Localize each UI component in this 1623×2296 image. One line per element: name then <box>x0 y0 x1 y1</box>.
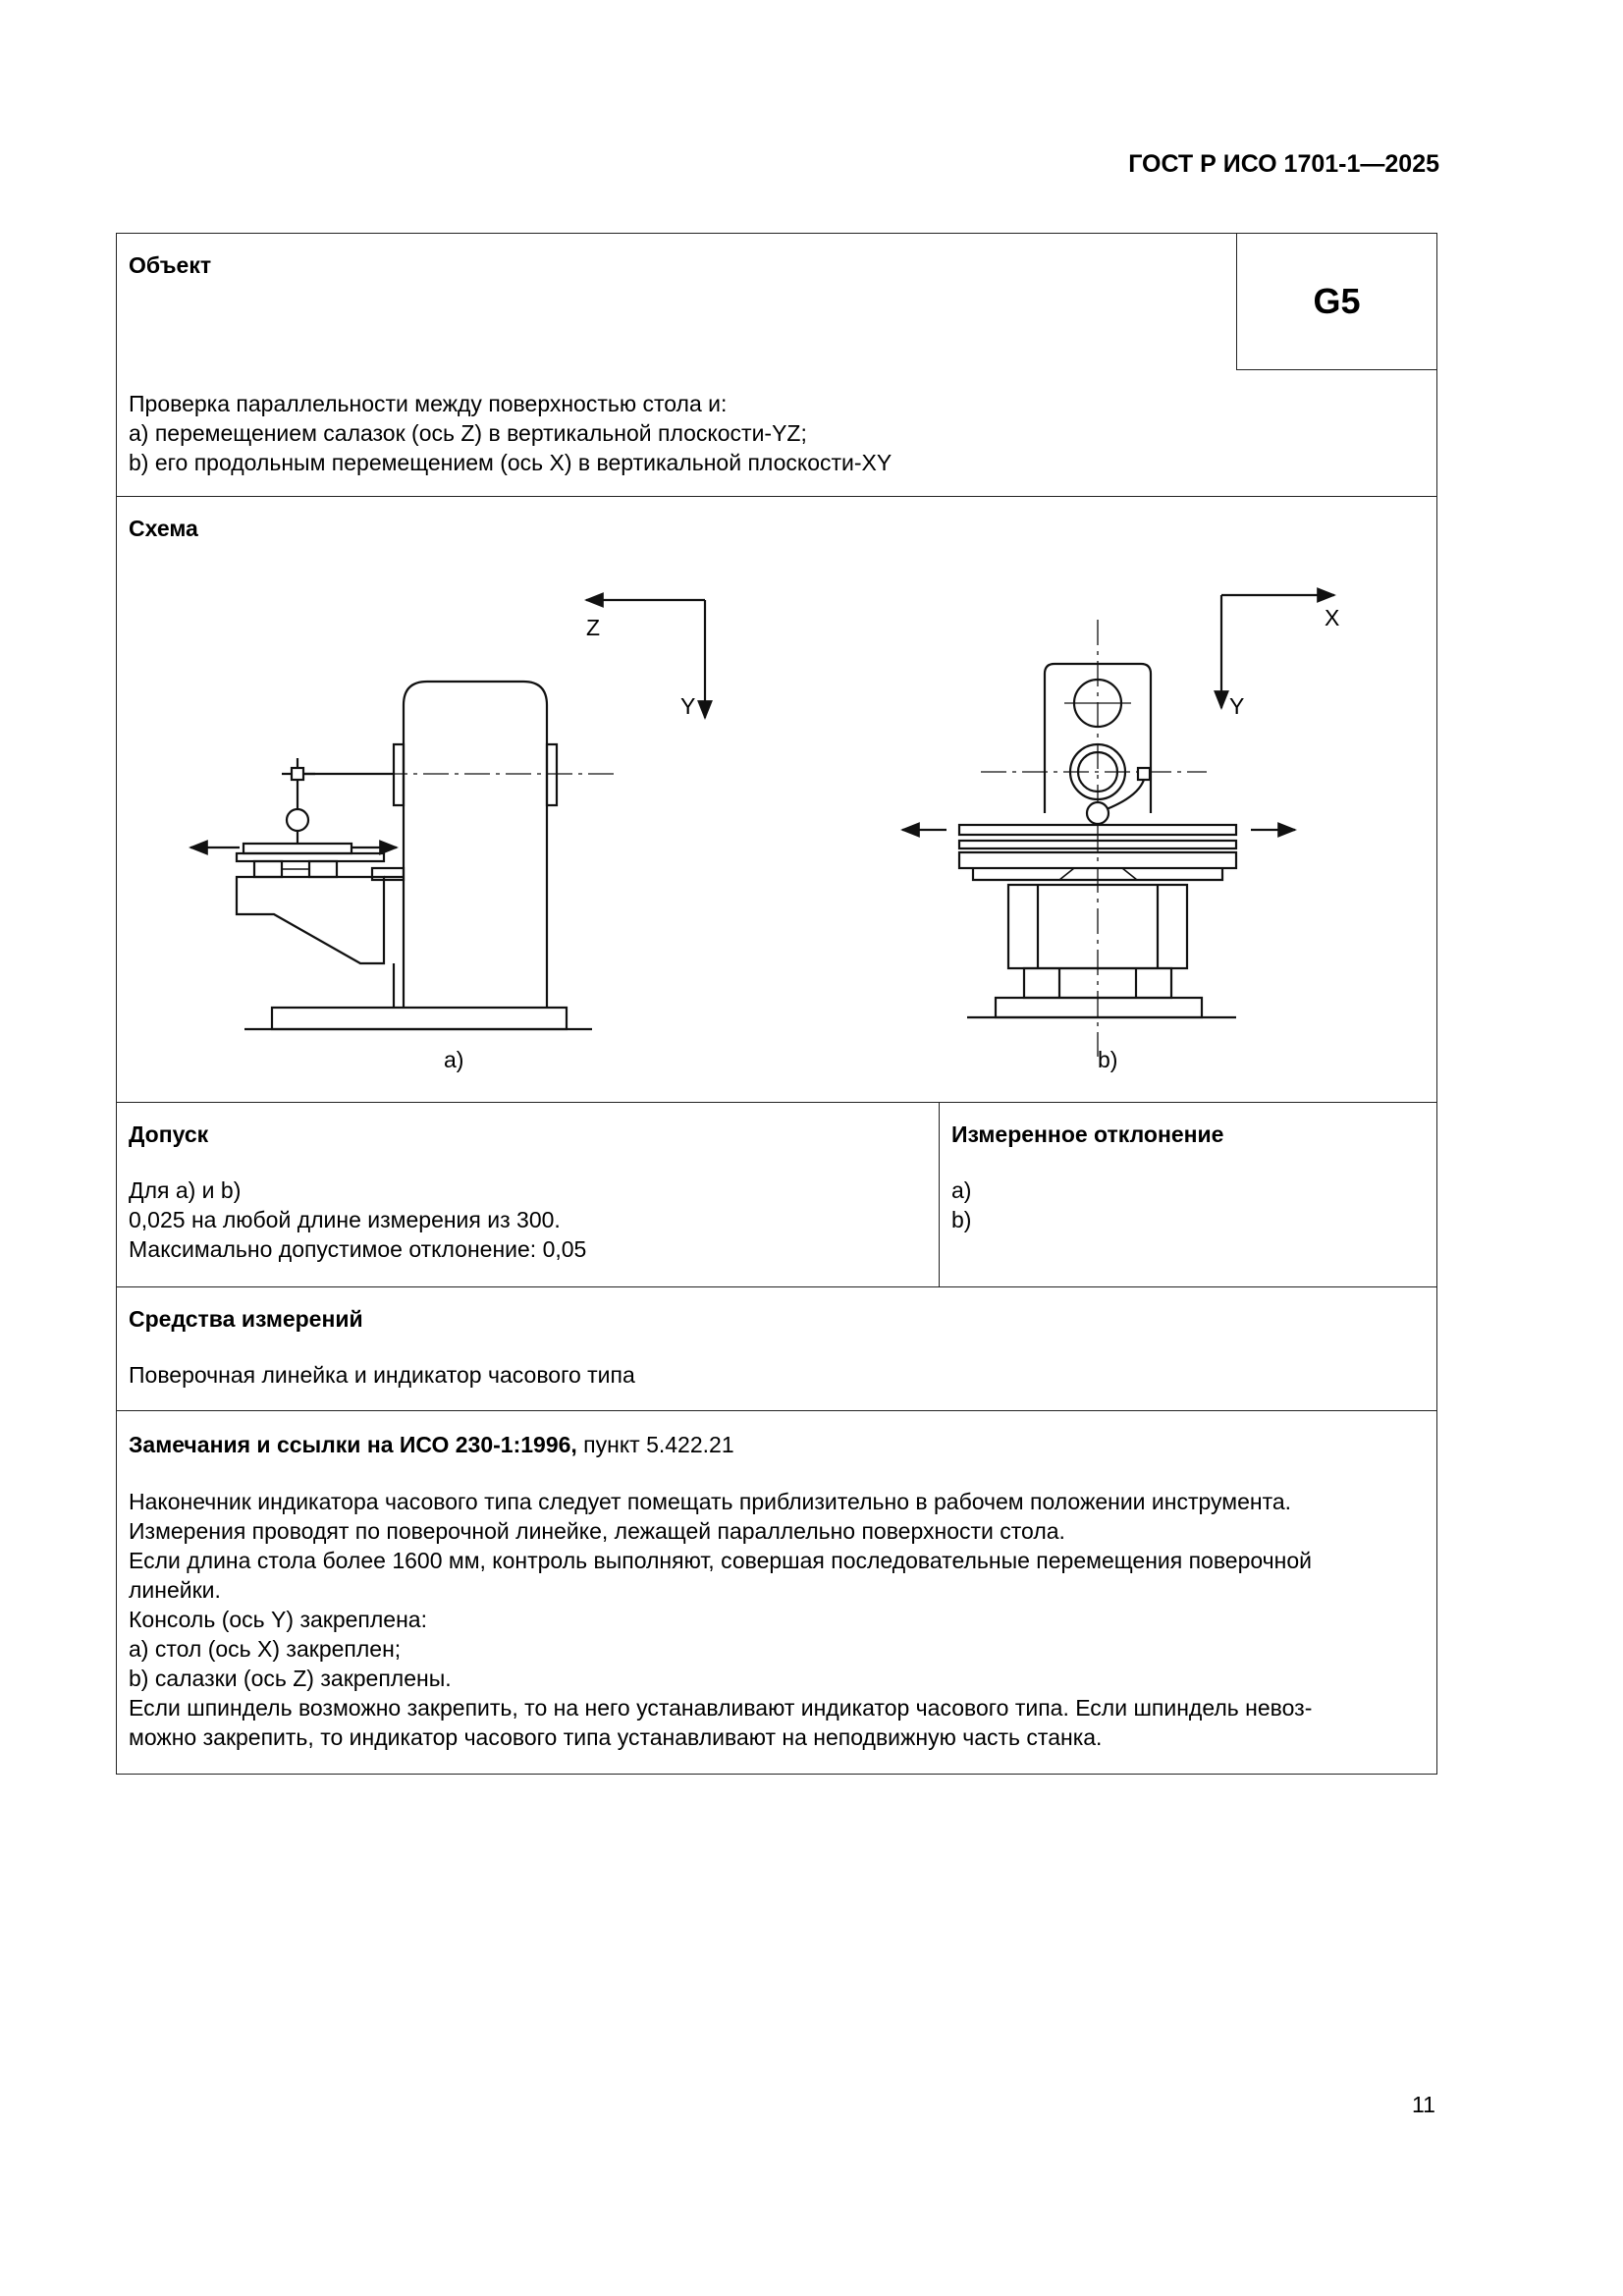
table-top <box>237 853 384 861</box>
knee <box>237 877 384 963</box>
notes-line: Наконечник индикатора часового типа следует помещать приблизительно в рабочем положении инструмента. <box>129 1489 1292 1514</box>
test-sheet-table <box>116 233 1437 1775</box>
measured-line: a) <box>951 1177 972 1203</box>
tolerance-line: 0,025 на любой длине измерения из 300. <box>129 1207 561 1232</box>
diagram-b <box>902 595 1334 1057</box>
y-axis-label-b: Y <box>1229 693 1245 719</box>
standard-designation: ГОСТ Р ИСО 1701-1—2025 <box>1128 150 1439 178</box>
object-line: Проверка параллельности между поверхностью стола и: <box>129 391 728 416</box>
measured-line: b) <box>951 1207 972 1232</box>
measured-heading: Измеренное отклонение <box>951 1121 1224 1147</box>
z-axis-label: Z <box>586 615 601 640</box>
tolerance-cell <box>117 1103 940 1286</box>
schema-section <box>117 496 1436 1102</box>
test-code: G5 <box>1236 234 1436 370</box>
y-axis-label-a: Y <box>680 693 696 719</box>
schema-heading: Схема <box>129 516 198 541</box>
object-line: a) перемещением салазок (ось Z) в вертикальной плоскости-YZ; <box>129 420 807 446</box>
notes-reference: пункт 5.422.21 <box>576 1432 734 1457</box>
indicator-clamp-b <box>1138 768 1150 780</box>
measured-deviation-cell <box>940 1103 1436 1286</box>
object-heading: Объект <box>129 252 212 278</box>
object-section <box>117 234 1436 496</box>
indicator-clamp <box>292 768 303 780</box>
column-bracket-right <box>547 744 557 805</box>
tolerance-section <box>117 1102 1436 1286</box>
page-number: 11 <box>1412 2092 1435 2117</box>
instruments-section <box>117 1286 1436 1410</box>
notes-line: Если длина стола более 1600 мм, контроль выполняют, совершая последовательные перемещения поверочной <box>129 1548 1312 1573</box>
tolerance-line: Для a) и b) <box>129 1177 242 1203</box>
notes-line: можно закрепить, то индикатор часового типа устанавливают на неподвижную часть станка. <box>129 1724 1103 1750</box>
machine-base-b <box>996 998 1202 1017</box>
column-bracket-left <box>394 744 404 805</box>
instruments-heading: Средства измерений <box>129 1306 363 1332</box>
diagram-a <box>190 600 705 1029</box>
notes-line: b) салазки (ось Z) закреплены. <box>129 1666 452 1691</box>
machine-column <box>404 682 547 1008</box>
notes-line: линейки. <box>129 1577 221 1603</box>
notes-line: Консоль (ось Y) закреплена: <box>129 1607 427 1632</box>
machine-base <box>272 1008 567 1029</box>
dial-indicator <box>287 809 308 831</box>
caption-a: a) <box>444 1047 464 1072</box>
saddle-block <box>254 861 282 877</box>
tolerance-heading: Допуск <box>129 1121 209 1147</box>
dial-indicator-b <box>1087 802 1109 824</box>
saddle-block <box>309 861 337 877</box>
schema-drawing <box>117 497 1435 1103</box>
instruments-text: Поверочная линейка и индикатор часового типа <box>129 1362 635 1388</box>
knee-guide <box>372 868 404 880</box>
notes-heading: Замечания и ссылки на ИСО 230-1:1996, <box>129 1432 577 1457</box>
caption-b: b) <box>1098 1047 1118 1072</box>
notes-line: Измерения проводят по поверочной линейке, лежащей параллельно поверхности стола. <box>129 1518 1065 1544</box>
object-line: b) его продольным перемещением (ось X) в вертикальной плоскости-XY <box>129 450 893 475</box>
notes-line: a) стол (ось X) закреплен; <box>129 1636 402 1662</box>
object-description <box>129 389 892 477</box>
notes-section <box>117 1410 1436 1774</box>
notes-line: Если шпиндель возможно закрепить, то на него устанавливают индикатор часового типа. Если шпиндель невоз- <box>129 1695 1313 1721</box>
x-axis-label: X <box>1325 605 1340 630</box>
straightedge <box>243 844 352 853</box>
tolerance-line: Максимально допустимое отклонение: 0,05 <box>129 1236 587 1262</box>
